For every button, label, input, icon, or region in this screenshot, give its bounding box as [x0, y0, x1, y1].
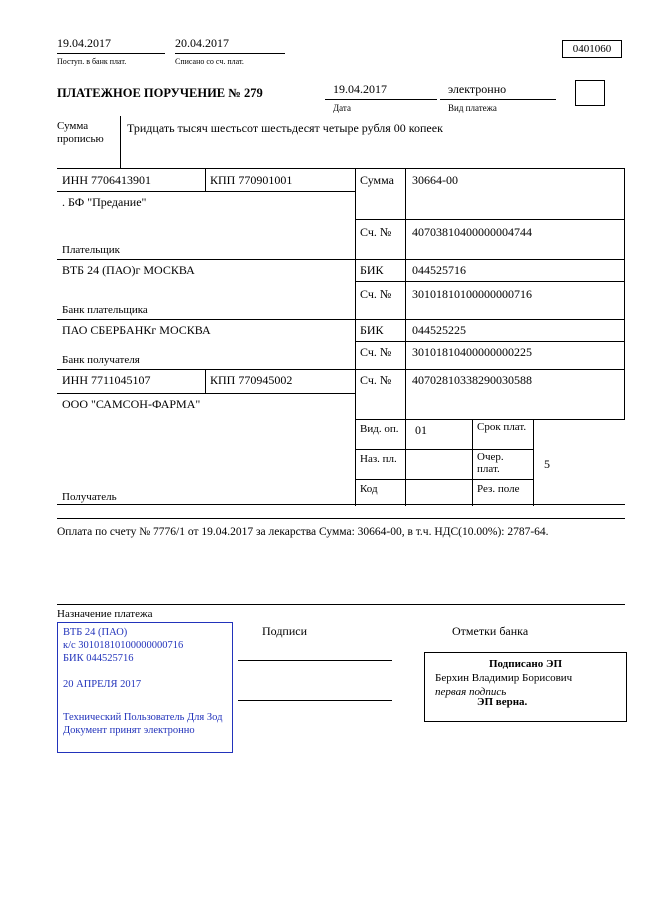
- table-vline: [533, 419, 534, 506]
- rez-pole-label: Рез. поле: [477, 483, 520, 495]
- payer-name: . БФ "Предание": [62, 195, 147, 209]
- ocher-plat-label: Очер. плат.: [477, 451, 504, 475]
- sum-value: 30664-00: [412, 173, 458, 187]
- ocher-plat-value: 5: [544, 457, 550, 471]
- payee-bank-label: Банк получателя: [62, 354, 140, 366]
- table-hline: [355, 341, 625, 342]
- payee-bank-bik-value: 044525225: [412, 323, 466, 337]
- bank-marks-header: Отметки банка: [452, 624, 529, 638]
- table-hline: [355, 219, 625, 220]
- naz-pl-label: Наз. пл.: [360, 453, 397, 465]
- purpose-bottom-line: [57, 604, 625, 605]
- payee-bank-account-value: 30101810400000000225: [412, 345, 532, 359]
- bank-electronic-stamp: [57, 622, 233, 753]
- signature-line-2: [238, 700, 392, 701]
- payer-label: Плательщик: [62, 244, 120, 256]
- signature-line-1: [238, 660, 392, 661]
- stamp-user: Технический Пользователь Для Зод: [63, 712, 223, 723]
- sum-label: Сумма: [360, 173, 394, 187]
- vid-op-value: 01: [415, 423, 427, 437]
- ep-title: Подписано ЭП: [488, 658, 563, 670]
- amount-words-value: Тридцать тысяч шестьсот шестьдесят четыре рубля 00 копеек: [127, 121, 443, 135]
- ep-signer-name: Берхин Владимир Борисович: [435, 672, 573, 684]
- table-vline: [624, 169, 625, 419]
- payee-kpp: КПП 770945002: [210, 373, 293, 387]
- table-hline: [355, 479, 533, 480]
- debited-date-label: Списано со сч. плат.: [175, 57, 244, 66]
- amount-words-label: Сумма прописью: [57, 120, 104, 145]
- stamp-corr-account: к/с 30101810100000000716: [63, 640, 184, 651]
- payer-bank-name: ВТБ 24 (ПАО)г МОСКВА: [62, 263, 195, 277]
- payee-bank-name: ПАО СБЕРБАНКг МОСКВА: [62, 323, 211, 337]
- document-date-label: Дата: [333, 103, 351, 113]
- ep-role: первая подпись: [435, 686, 507, 698]
- payer-bank-label: Банк плательщика: [62, 304, 148, 316]
- document-date-value: 19.04.2017: [325, 82, 437, 100]
- table-hline: [57, 393, 355, 394]
- payee-bank-bik-label: БИК: [360, 323, 384, 337]
- payment-type-value: электронно: [440, 82, 556, 100]
- payee-inn: ИНН 7711045107: [62, 373, 151, 387]
- payee-label: Получатель: [62, 491, 117, 503]
- table-hline: [57, 259, 625, 260]
- table-hline: [57, 319, 625, 320]
- payee-name: ООО "САМСОН-ФАРМА": [62, 397, 201, 411]
- amount-words-separator-line: [120, 116, 121, 168]
- table-hline: [57, 369, 625, 370]
- srok-plat-label: Срок плат.: [477, 421, 527, 433]
- stamp-status: Документ принят электронно: [63, 725, 195, 736]
- status-box: [575, 80, 605, 106]
- payee-account-label: Сч. №: [360, 373, 392, 387]
- payer-bank-account-label: Сч. №: [360, 287, 392, 301]
- purpose-top-line: [57, 518, 625, 519]
- payer-inn: ИНН 7706413901: [62, 173, 151, 187]
- vid-op-label: Вид. оп.: [360, 423, 399, 435]
- payment-purpose-label: Назначение платежа: [57, 608, 153, 620]
- stamp-bik: БИК 044525716: [63, 653, 134, 664]
- debited-date-value: 20.04.2017: [175, 36, 285, 54]
- table-hline: [355, 449, 533, 450]
- stamp-bank-name: ВТБ 24 (ПАО): [63, 627, 128, 638]
- table-vline: [205, 369, 206, 393]
- ep-verified: ЭП верна.: [477, 696, 528, 708]
- received-date-value: 19.04.2017: [57, 36, 165, 54]
- table-vline: [205, 169, 206, 191]
- table-hline: [57, 191, 355, 192]
- payer-bank-bik-value: 044525716: [412, 263, 466, 277]
- stamp-date: 20 АПРЕЛЯ 2017: [63, 679, 142, 690]
- kod-label: Код: [360, 483, 378, 495]
- payer-bank-bik-label: БИК: [360, 263, 384, 277]
- document-title: ПЛАТЕЖНОЕ ПОРУЧЕНИЕ № 279: [57, 86, 263, 100]
- payer-account-value: 40703810400000004744: [412, 225, 532, 239]
- table-hline: [355, 419, 625, 420]
- payee-account-value: 40702810338290030588: [412, 373, 532, 387]
- table-vline: [472, 419, 473, 506]
- table-hline: [355, 281, 625, 282]
- electronic-signature-box: [424, 652, 627, 722]
- payment-type-label: Вид платежа: [448, 103, 497, 113]
- signatures-header: Подписи: [262, 624, 308, 638]
- received-date-label: Поступ. в банк плат.: [57, 57, 127, 66]
- requisites-table: [57, 168, 625, 505]
- form-code-box: 0401060: [562, 40, 622, 58]
- payment-purpose-text: Оплата по счету № 7776/1 от 19.04.2017 за лекарства Сумма: 30664-00, в т.ч. НДС(10.00%): 2787-64.: [57, 526, 549, 538]
- payer-bank-account-value: 30101810100000000716: [412, 287, 532, 301]
- payer-kpp: КПП 770901001: [210, 173, 293, 187]
- payee-bank-account-label: Сч. №: [360, 345, 392, 359]
- payer-account-label: Сч. №: [360, 225, 392, 239]
